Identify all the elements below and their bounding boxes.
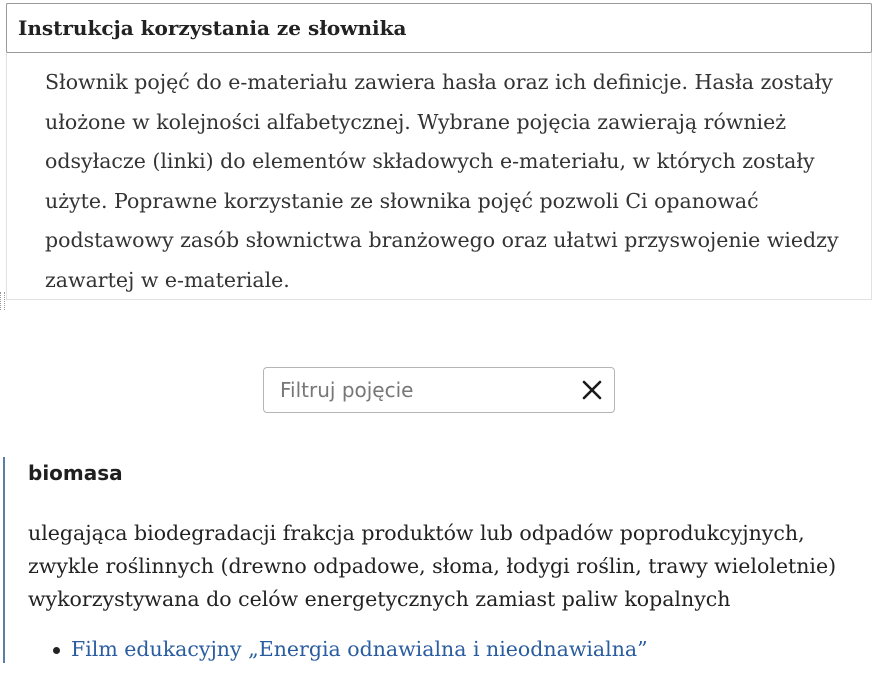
list-item — [28, 635, 863, 663]
close-icon — [582, 380, 602, 400]
entry-links — [28, 635, 863, 663]
filter-box — [263, 367, 615, 413]
entry-term: biomasa — [28, 461, 123, 485]
instructions-text: Słownik pojęć do e-materiału zawiera hasła oraz ich definicje. Hasła zostały ułożone w kolejności alfabetycznej. Wybrane pojęcia zawierają również odsyłacze (linki) do elementów składowych e-materiału, w których zostały użyte. Poprawne korzystanie ze słownika pojęć pozwoli Ci opanować podstawowy zasób słownictwa branżowego oraz ułatwi przyswojenie wiedzy zawartej w e-materiale. — [45, 70, 839, 292]
entry-link[interactable]: Film edukacyjny „Energia odnawialna i nieodnawialna” — [71, 637, 648, 661]
bullet-icon — [53, 647, 60, 654]
clear-filter-button[interactable] — [570, 368, 614, 412]
resize-handle — [0, 292, 5, 310]
instructions-title[interactable]: Instrukcja korzystania ze słownika — [6, 3, 872, 53]
entry-definition: ulegająca biodegradacji frakcja produktów lub odpadów poprodukcyjnych, zwykle roślinnych (drewno odpadowe, słoma, łodygi roślin, trawy wieloletnie) wykorzystywana do celów energetycznych zamiast paliw kopalnych — [28, 521, 837, 611]
instructions-panel — [6, 3, 872, 300]
filter-input[interactable] — [264, 368, 570, 412]
glossary-entry — [3, 457, 863, 663]
